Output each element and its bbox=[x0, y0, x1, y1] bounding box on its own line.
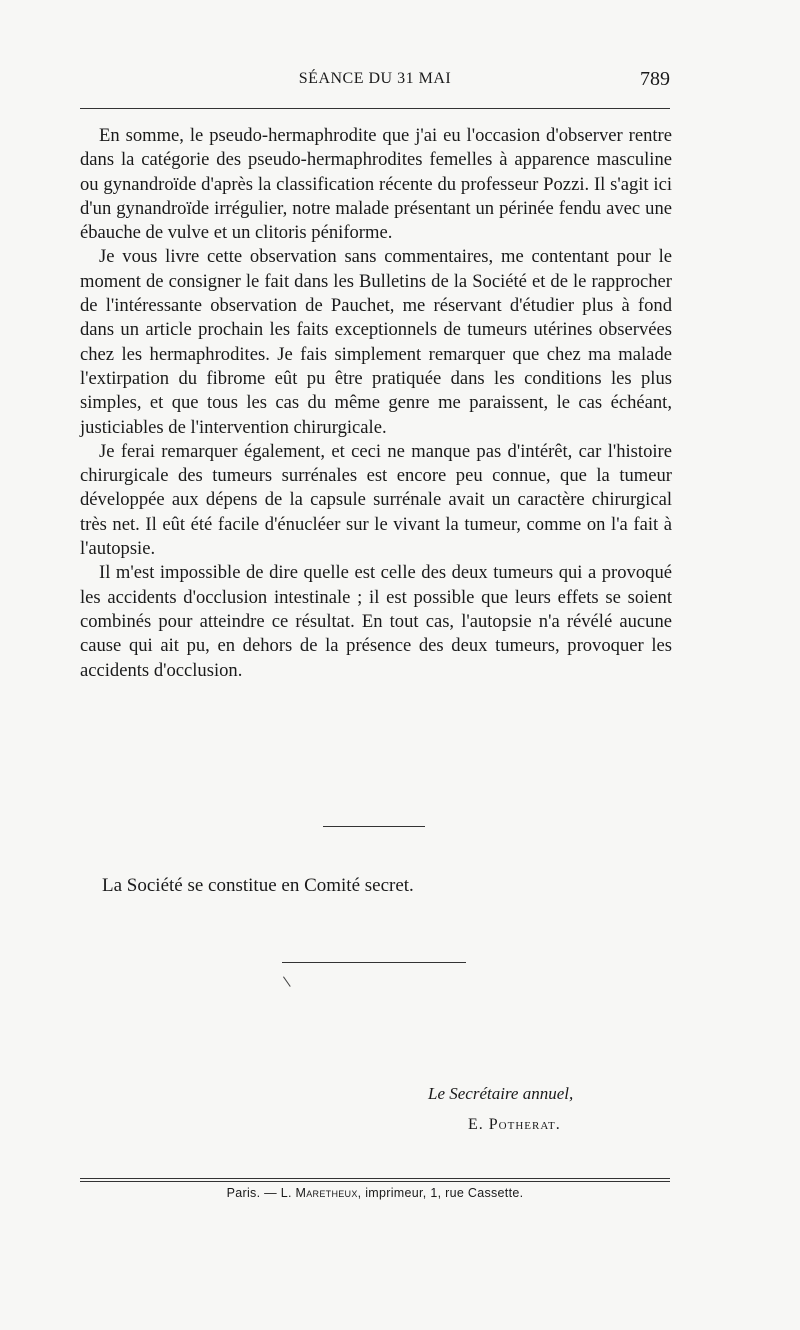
section-divider bbox=[282, 962, 466, 963]
running-head bbox=[80, 70, 670, 96]
page-number: 789 bbox=[640, 68, 670, 90]
signature-role: Le Secrétaire annuel, bbox=[428, 1084, 574, 1103]
paragraph: En somme, le pseudo-hermaphrodite que j'ai eu l'occasion d'observer rentre dans la catégorie des pseudo-hermaphrodites femelles à apparence masculine ou gynandroïde d'après la classification récente du professeur Pozzi. Il s'agit ici d'un gynandroïde irrégulier, notre malade présentant un périnée fendu avec une ébauche de vulve et un clitoris péniforme. bbox=[80, 125, 672, 244]
stray-ink-mark bbox=[283, 974, 295, 987]
imprint-address: imprimeur, 1, rue Cassette. bbox=[365, 1186, 524, 1200]
header-rule bbox=[80, 108, 670, 109]
committee-note: La Société se constitue en Comité secret. bbox=[102, 875, 414, 896]
signature-name: E. Potherat. bbox=[468, 1116, 561, 1133]
printer-imprint bbox=[80, 1186, 670, 1200]
paragraph: Il m'est impossible de dire quelle est celle des deux tumeurs qui a provoqué les accidents d'occlusion intestinale ; il est possible que leurs effets se soient combinés pour atteindre ce résultat. En tout cas, l'autopsie n'a révélé aucune cause qui ait pu, en dehors de la présence des deux tumeurs, provoquer les accidents d'occlusion. bbox=[80, 562, 672, 681]
paragraph: Je vous livre cette observation sans commentaires, me contentant pour le moment de consigner le fait dans les Bulletins de la Société et de le rapprocher de l'intéressante observation de Pauchet, me réservant d'étudier plus à fond dans un article prochain les faits exceptionnels de tumeurs utérines observées chez les hermaphrodites. Je fais simplement remarquer que chez ma malade l'extirpation du fibrome eût pu être pratiquée dans les conditions les plus simples, et que tous les cas du même genre me paraissent, le cas échéant, justiciables de l'intervention chirurgicale. bbox=[80, 246, 672, 438]
imprint-place: Paris. — L. bbox=[226, 1186, 292, 1200]
paragraph: Je ferai remarquer également, et ceci ne manque pas d'intérêt, car l'histoire chirurgicale des tumeurs surrénales est encore peu connue, que la tumeur développée aux dépens de la capsule surrénale avait un caractère chirurgical très net. Il eût été facile d'énucléer sur le vivant la tumeur, comme on l'a fait à l'autopsie. bbox=[80, 440, 672, 560]
body-text bbox=[80, 124, 672, 683]
footer-rule bbox=[80, 1178, 670, 1179]
section-divider bbox=[323, 826, 425, 827]
running-title: SÉANCE DU 31 MAI bbox=[298, 70, 452, 87]
footer-rule bbox=[80, 1181, 670, 1182]
imprint-printer: Maretheux, bbox=[295, 1186, 362, 1200]
